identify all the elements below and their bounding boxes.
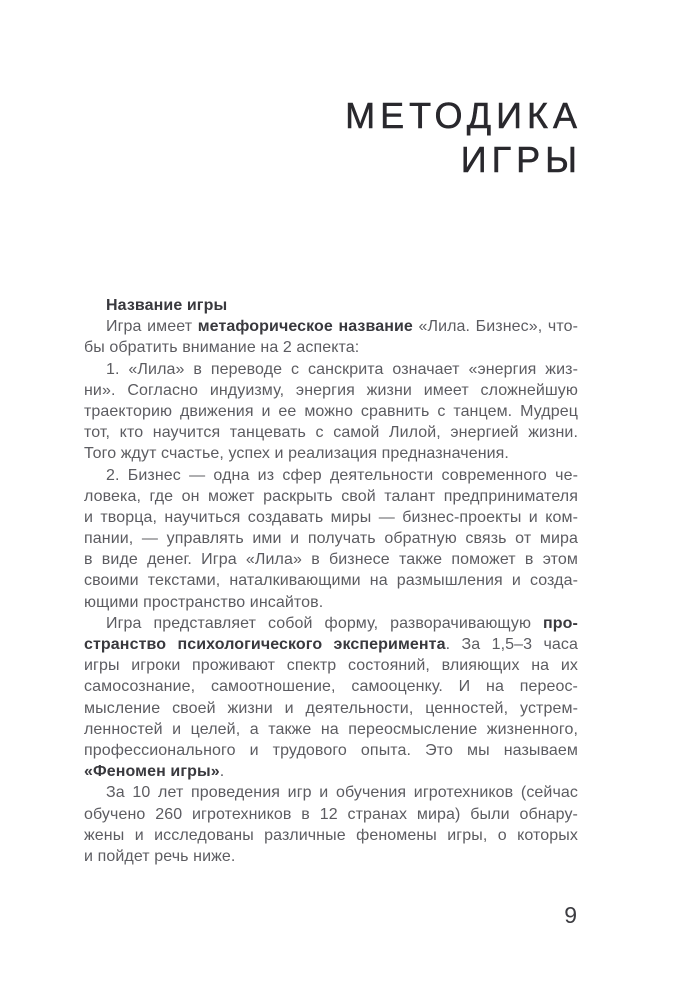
text-segment: в виде денег. Игра «Лила» в бизнесе также поможет в этом: [84, 551, 578, 569]
text-line: [84, 380, 578, 401]
section-heading: Название игры: [106, 297, 228, 314]
chapter-title-line-1: МЕТОДИКА: [345, 95, 582, 136]
text-line: [84, 782, 578, 803]
chapter-title-line-2: ИГРЫ: [460, 139, 582, 180]
text-line: [84, 846, 578, 867]
text-line: [84, 825, 578, 846]
text-segment: игры игроки проживают спектр состояний, влияющих на их: [84, 657, 578, 675]
text-line: [84, 486, 578, 507]
text-line: [84, 359, 578, 380]
chapter-title: [345, 94, 582, 182]
text-segment: пании, — управлять ими и получать обратную связь от мира: [84, 530, 578, 548]
text-segment: и пойдет речь ниже.: [84, 847, 236, 865]
text-segment: ленностей и целей, а также на переосмысление жизненного,: [84, 720, 578, 738]
text-segment: жены и исследованы различные феномены игры, о которых: [84, 826, 578, 844]
text-line: [84, 507, 578, 528]
text-segment: «Лила. Бизнес», что-: [412, 318, 579, 336]
bold-text-segment: метафорическое название: [197, 318, 413, 336]
text-line: [84, 570, 578, 591]
text-segment: и творца, научиться создавать миры — бизнес-проекты и ком-: [84, 508, 578, 526]
text-segment: ни». Согласно индуизму, энергия жизни имеет сложнейшую: [84, 381, 578, 399]
text-line: [84, 443, 578, 464]
bold-text-segment: «Феномен игры»: [84, 763, 220, 781]
text-segment: За 10 лет проведения игр и обучения игротехников (сейчас: [106, 784, 578, 802]
text-segment: профессионального и трудового опыта. Это мы называем: [84, 741, 578, 759]
text-line: [84, 401, 578, 422]
text-segment: своими текстами, наталкивающими на размышления и созда-: [84, 572, 578, 590]
text-segment: обучено 260 игротехников в 12 странах мира) были обнару-: [84, 805, 578, 823]
text-segment: 2. Бизнес — одна из сфер деятельности современного че-: [106, 466, 578, 484]
text-line: [84, 698, 578, 719]
text-line: [84, 634, 578, 655]
text-line: [84, 613, 578, 634]
page-number: 9: [564, 902, 577, 928]
text-segment: тот, кто научится танцевать с самой Лилой, энергией жизни.: [84, 424, 578, 442]
text-segment: самосознание, самоотношение, самооценку. И на переос-: [84, 678, 578, 696]
text-line: [84, 528, 578, 549]
text-line: [84, 337, 578, 358]
text-line: [84, 592, 578, 613]
text-line: [84, 761, 578, 782]
text-line: [84, 422, 578, 443]
text-line: [84, 655, 578, 676]
text-segment: ловека, где он может раскрыть свой талант предпринимателя: [84, 487, 578, 505]
text-segment: Игра представляет собой форму, разворачивающую: [106, 614, 544, 632]
bold-text-segment: про-: [543, 614, 578, 632]
text-segment: ющими пространство инсайтов.: [84, 593, 324, 611]
text-segment: мысление своей жизни и деятельности, ценностей, устрем-: [84, 699, 578, 717]
text-segment: 1. «Лила» в переводе с санскрита означает «энергия жиз-: [106, 360, 578, 378]
text-line: [84, 465, 578, 486]
text-segment: Того ждут счастье, успех и реализация предназначения.: [84, 445, 509, 463]
text-line: [84, 676, 578, 697]
text-line: [84, 740, 578, 761]
text-segment: .: [219, 763, 225, 781]
text-line: [84, 804, 578, 825]
text-line: [84, 316, 578, 337]
text-line: [84, 549, 578, 570]
bold-text-segment: странство психологического эксперимента: [84, 636, 446, 653]
text-segment: бы обратить внимание на 2 аспекта:: [84, 339, 360, 357]
text-line: [84, 719, 578, 740]
text-segment: Игра имеет: [106, 318, 198, 336]
text-segment: траекторию движения и ее можно сравнить с танцем. Мудрец: [84, 402, 578, 420]
text-segment: . За 1,5–3 часа: [445, 636, 578, 653]
body-text: [84, 295, 578, 867]
